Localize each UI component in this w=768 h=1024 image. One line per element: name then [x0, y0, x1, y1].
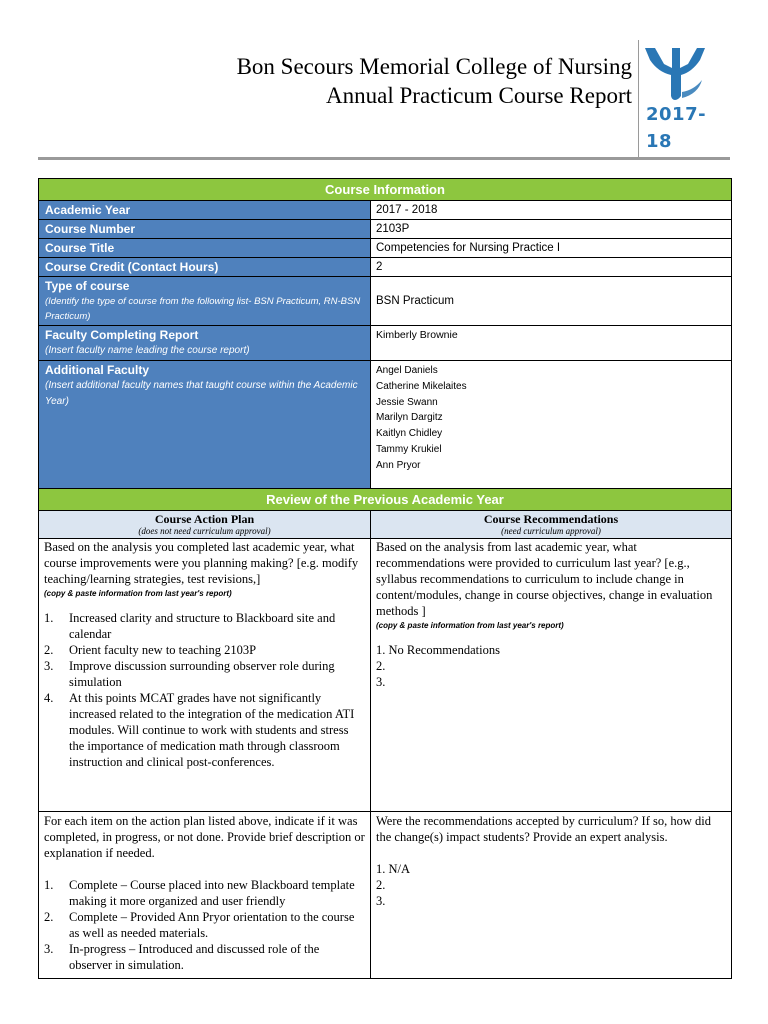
faculty-name: Catherine Mikelaites	[376, 380, 467, 392]
additional-faculty-list	[371, 361, 732, 489]
additional-faculty-label: Additional Faculty (Insert additional faculty names that taught course within the Academic Year)	[39, 361, 371, 489]
acceptance-prompt: Were the recommendations accepted by curriculum? If so, how did the change(s) impact students? Provide an expert analysis.	[376, 814, 711, 844]
course-report-table	[38, 178, 732, 979]
list-item: 3.	[376, 675, 386, 689]
course-information-heading: Course Information	[39, 179, 732, 201]
type-of-course-value: BSN Practicum	[371, 277, 732, 326]
list-item: 3.	[376, 894, 386, 908]
header-divider	[638, 40, 639, 158]
list-item: 2.	[376, 878, 386, 892]
course-title-value: Competencies for Nursing Practice I	[371, 239, 732, 258]
recommendations-prompt: Based on the analysis from last academic year, what recommendations were provided to curriculum last year? [e.g., syllabus recommendations to curriculum to include change in content/modules, change in course objectives, change in evaluation methods ]	[376, 540, 713, 618]
recommendations-cell	[371, 539, 732, 812]
faculty-name: Marilyn Dargitz	[376, 412, 443, 424]
list-item: 3. Improve discussion surrounding observer role during simulation	[44, 659, 335, 689]
course-number-label: Course Number	[39, 220, 371, 239]
acceptance-list	[376, 861, 726, 909]
list-item: 3. In-progress – Introduced and discussed role of the observer in simulation.	[44, 942, 320, 972]
action-plan-list	[44, 610, 365, 770]
faculty-name: Jessie Swann	[376, 396, 438, 408]
action-plan-cell	[39, 539, 371, 812]
copy-note: (copy & paste information from last year's report)	[376, 621, 564, 630]
course-number-value: 2103P	[371, 220, 732, 239]
report-title	[237, 52, 632, 110]
header-rule	[38, 157, 730, 160]
academic-year-label: Academic Year	[39, 201, 371, 220]
list-item: 2.	[376, 659, 386, 673]
action-status-list	[44, 877, 365, 973]
list-item: 2. Complete – Provided Ann Pryor orientation to the course as well as needed materials.	[44, 910, 355, 940]
action-status-prompt: For each item on the action plan listed above, indicate if it was completed, in progress, or not done. Provide brief description or explanation if needed.	[44, 814, 365, 860]
faculty-name: Kaitlyn Chidley	[376, 428, 443, 440]
list-item: 1. No Recommendations	[376, 643, 500, 657]
faculty-name: Angel Daniels	[376, 365, 438, 376]
additional-faculty-hint: (Insert additional faculty names that taught course within the Academic Year)	[45, 380, 358, 407]
faculty-name: Ann Pryor	[376, 459, 421, 471]
action-status-cell	[39, 812, 371, 979]
recommendation-acceptance-cell	[371, 812, 732, 979]
course-credit-label: Course Credit (Contact Hours)	[39, 258, 371, 277]
report-year: 2017- 18	[646, 104, 707, 152]
college-logo-icon	[642, 42, 708, 102]
recommendations-list	[376, 642, 726, 690]
report-name: Annual Practicum Course Report	[326, 83, 632, 108]
academic-year-value: 2017 - 2018	[371, 201, 732, 220]
action-plan-prompt: Based on the analysis you completed last academic year, what course improvements were you planning making? [e.g. modify teaching/learning strategies, test revisions,]	[44, 540, 359, 586]
type-of-course-label: Type of course (Identify the type of course from the following list- BSN Practicum, RN-BSN Practicum)	[39, 277, 371, 326]
college-name: Bon Secours Memorial College of Nursing	[236, 54, 632, 79]
list-item: 1. Increased clarity and structure to Blackboard site and calendar	[44, 611, 336, 641]
faculty-completing-value: Kimberly Brownie	[371, 326, 732, 361]
list-item: 1. N/A	[376, 862, 411, 876]
report-header	[0, 0, 768, 160]
course-action-plan-header: Course Action Plan (does not need curriculum approval)	[39, 511, 371, 539]
faculty-name: Tammy Krukiel	[376, 443, 442, 455]
type-of-course-hint: (Identify the type of course from the following list- BSN Practicum, RN-BSN Practicum)	[45, 296, 361, 322]
course-credit-value: 2	[371, 258, 732, 277]
list-item: 1. Complete – Course placed into new Blackboard template making it more organized and user friendly	[44, 878, 355, 908]
review-heading: Review of the Previous Academic Year	[39, 489, 732, 511]
course-recommendations-header: Course Recommendations (need curriculum approval)	[371, 511, 732, 539]
faculty-completing-label: Faculty Completing Report (Insert faculty name leading the course report)	[39, 326, 371, 361]
list-item: 2. Orient faculty new to teaching 2103P	[44, 643, 257, 657]
faculty-completing-hint: (Insert faculty name leading the course report)	[45, 345, 250, 356]
course-title-label: Course Title	[39, 239, 371, 258]
copy-note: (copy & paste information from last year's report)	[44, 589, 232, 598]
list-item: 4. At this points MCAT grades have not significantly increased related to the integration of the medication ATI modules. Will continue to work with students and stress the importance of medication math through classroom instruction and clinical post-conferences.	[44, 691, 355, 769]
